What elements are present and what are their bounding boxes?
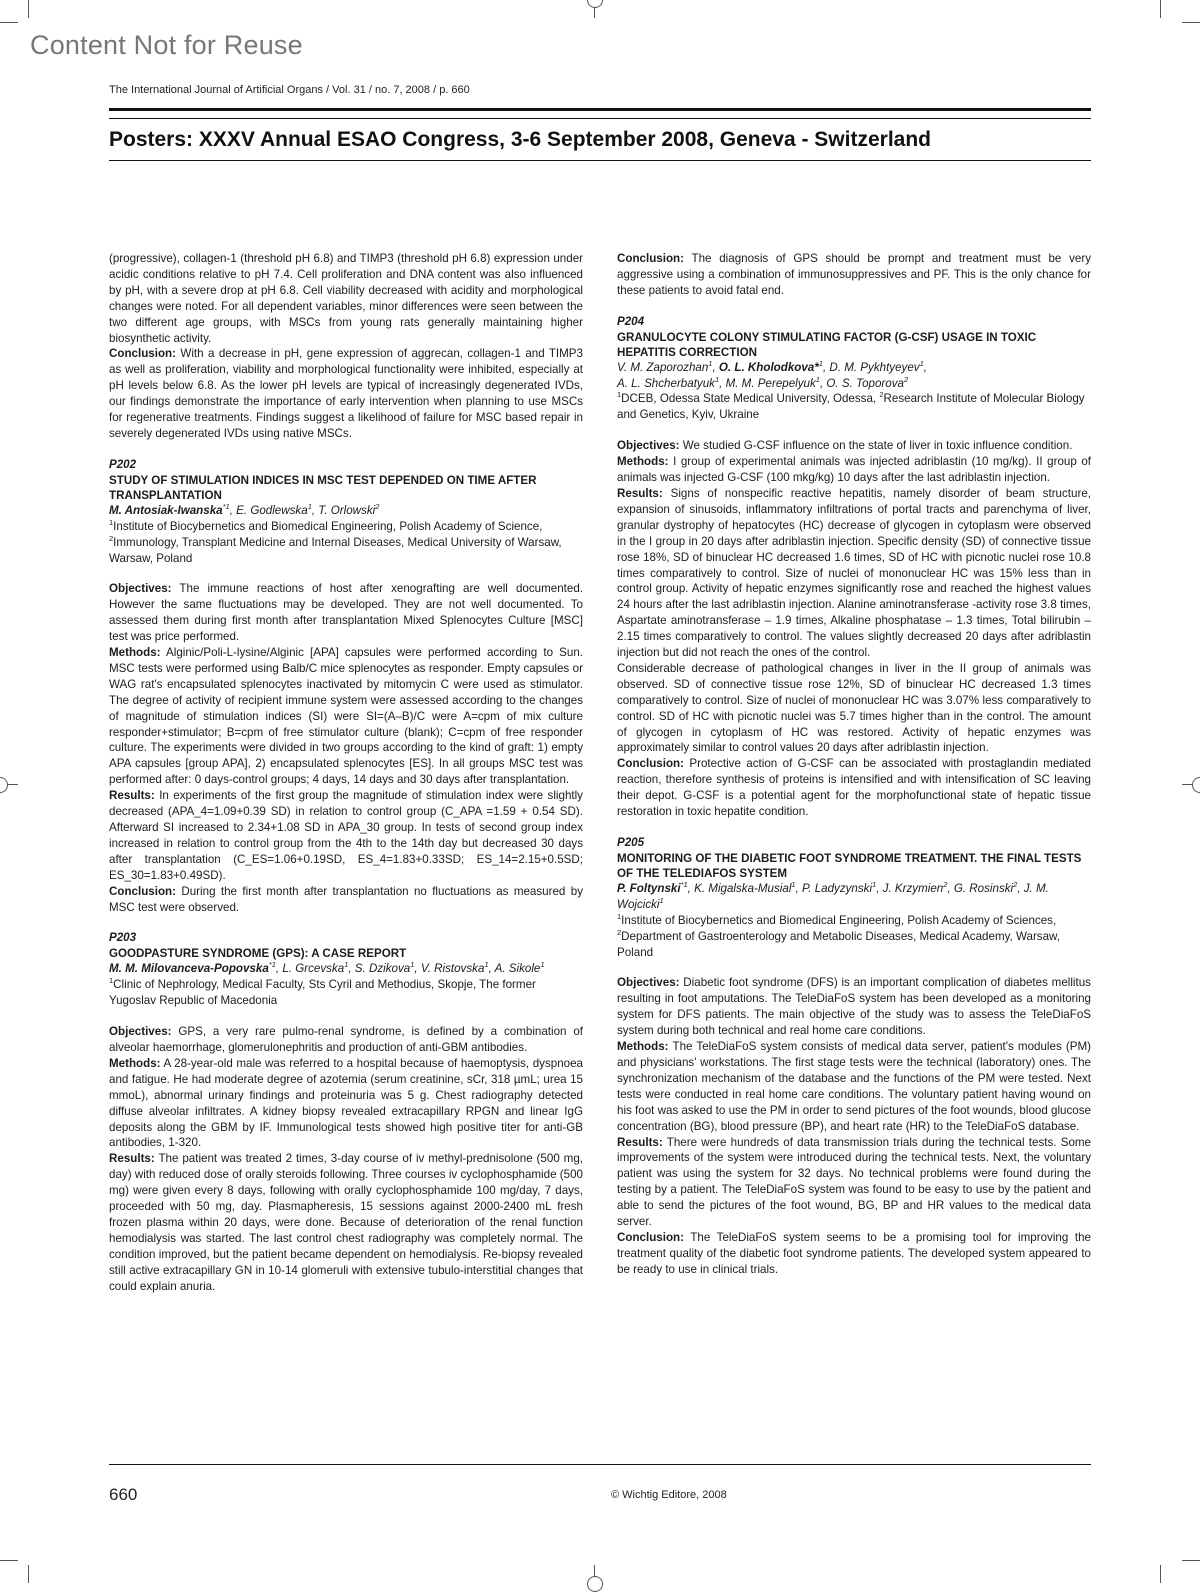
abstract-title: STUDY OF STIMULATION INDICES IN MSC TEST DEPENDED ON TIME AFTER TRANSPLANTATION [109,473,537,502]
methods-section: Methods: I group of experimental animals was injected adriblastin (10 mg/kg). II group of animals was injected G-CSF (100 mkg/kg) 10 days after the last adriblastin injection. [617,455,1091,485]
abstract-id: P204 [617,314,645,328]
objectives-section: Objectives: We studied G-CSF influence on the state of liver in toxic influence condition. [617,439,1073,453]
affiliation: $^1$Institute of Biocybernetics and Biomedical Engineering, Polish Academy of Sciences, $^2$Department of Gastroenterology and Metabolic Diseases, Medical Academy, Warsaw, Poland [617,911,1061,959]
abstract-title: GOODPASTURE SYNDROME (GPS): A CASE REPORT [109,947,407,961]
author-list: M. M. Milovanceva-Popovska$^{*1}$, L. Grcevska$^1$, S. Dzikova$^1$, V. Ristovska$^1$, A. Sikole$^1$ [109,960,545,976]
registration-mark [587,0,603,8]
right-column [617,251,1091,1278]
footer-rule [109,1464,1091,1465]
methods-section: Methods: A 28-year-old male was referred to a hospital because of haemoptysis, dyspnoea and fatigue. He had moderate degree of azotemia (serum creatinine, sCr, 318 µmL; urea 15 mmoL), abnormal urinary findings and proteinuria was 5 g. Chest radiography detected diffuse alveolar infiltrates. A kidney biopsy revealed extracapillary RPGN and linear IgG deposits along the GBM by IF. Immunological tests showed high positive titer for anti-GB antibodies, 1-320. [109,1056,583,1150]
conclusion-section: Conclusion: During the first month after transplantation no fluctuations as measured by MSC test were observed. [109,884,583,914]
header-rule [109,118,1091,119]
header-rule [109,108,1091,111]
crop-mark [0,1560,18,1561]
abstract-title: GRANULOCYTE COLONY STIMULATING FACTOR (G-CSF) USAGE IN TOXIC HEPATITIS CORRECTION [617,330,1037,359]
objectives-section: Objectives: GPS, a very rare pulmo-renal syndrome, is defined by a combination of alveolar haemorrhage, glomerulonephritis and production of anti-GBM antibodies. [109,1025,583,1054]
page-title: Posters: XXXV Annual ESAO Congress, 3-6 September 2008, Geneva - Switzerland [109,128,931,151]
abstract-continued-text: (progressive), collagen-1 (threshold pH 6.8) and TIMP3 (threshold pH 6.8) expression under acidic conditions relative to pH 7.4. Cell proliferation and DNA content was also influenced by pH, with a severe drop at pH 6.8. Cell viability decreased with acidity and morphological changes were noted. For all dependent variables, minor differences were seen between the two different age groups, with MSCs from young rats generally maintaining higher biosynthetic activity. [109,252,583,345]
results-section: Results: In experiments of the first group the magnitude of stimulation index were slightly decreased (APA_4=1.09+0.39 SD) in relation to control group (C_APA =1.59 + 0.54 SD). Afterward SI increased to 2.34+1.08 SD in APA_30 group. In tests of second group index increased in relation to control group from the 4th to the 14th day but decreased 30 days after transplantation (C_ES=1.06+0.19SD, ES_4=1.83+0.33SD; ES_14=2.15+0.5SD; ES_30=1.83+0.49SD). [109,789,583,882]
crop-mark [1160,1565,1161,1583]
crop-mark [1160,0,1161,18]
affiliation: $^1$Institute of Biocybernetics and Biomedical Engineering, Polish Academy of Science, $^2$Immunology, Transplant Medicine and Internal Diseases, Medical University of Warsaw, Warsaw, Poland [109,517,562,565]
objectives-section: Objectives: The immune reactions of host after xenografting are well documented. However the same fluctuations may be developed. They are not well documented. To assessed them during first month after transplantation Mixed Splenocytes Culture [MSC] test was price performed. [109,582,583,644]
conclusion-text: With a decrease in pH, gene expression of aggrecan, collagen-1 and TIMP3 as well as proliferation, viability and morphological functionality were inhibited, especially at pH levels below 6.8. As the lower pH levels are typical of increasingly degenerated IVDs, our findings demonstrate the importance of early intervention when planning to use MSCs for regenerative treatments. Findings suggest a likelihood of failure for MSC based repair in severely degenerated IVDs using native MSCs. [109,347,583,440]
conclusion-label: Conclusion: [109,347,176,361]
abstract-conclusion [109,346,583,441]
copyright: © Wichtig Editore, 2008 [611,1489,727,1501]
abstract-title: MONITORING OF THE DIABETIC FOOT SYNDROME TREATMENT. THE FINAL TESTS OF THE TELEDIAFOS SYSTEM [617,851,1082,880]
left-column [109,251,583,1294]
author-list: M. Antosiak-Iwanska$^{*1}$, E. Godlewska$^1$, T. Orlowski$^2$ [109,501,380,517]
author-list: P. Foltynski$^{*1}$, K. Migalska-Musial$^1$, P. Ladyzynski$^1$, J. Krzymien$^2$, G. Rosinski$^2$, J. M. Wojcicki$^1$ [617,880,1049,911]
title-rule [109,160,1091,161]
methods-section: Methods: The TeleDiaFoS system consists of medical data server, patient's modules (PM) and physicians' workstations. The first stage tests were the technical (laboratory) ones. The synchronization mechanism of the database and the functions of the PM were tested. Next tests were conducted in real home care conditions. The voluntary patient having wound on his foot was asked to use the PM in order to send pictures of the foot wounds, blood glucose concentration (BG), blood pressure (BP), and heart rate (HR) to the TeleDiaFoS database. [617,1040,1092,1133]
page-number: 660 [109,1485,138,1504]
crop-mark [1182,1560,1200,1561]
watermark: Content Not for Reuse [30,30,303,60]
registration-mark [587,1576,603,1592]
objectives-section: Objectives: Diabetic foot syndrome (DFS) is an important complication of diabetes mellitus resulting in foot amputations. The TeleDiaFoS system has been developed as a monitoring system for DFS patients. The main objective of the study was to assess the TeleDiaFoS system during both technical and real home care conditions. [617,976,1091,1038]
abstract-id: P202 [109,457,137,471]
abstract-id: P203 [109,931,137,945]
conclusion-section: Conclusion: The TeleDiaFoS system seems to be a promising tool for improving the treatment quality of the diabetic foot syndrome patients. The developed system appeared to be ready to use in clinical trials. [617,1230,1091,1276]
abstract-id: P205 [617,836,645,849]
conclusion-section: Conclusion: The diagnosis of GPS should be prompt and treatment must be very aggressive using a combination of immunosuppressives and PF. This is the only chance for these patients to avoid fatal end. [617,252,1092,297]
methods-section: Methods: Alginic/Poli-L-lysine/Alginic [APA] capsules were performed according to Sun. MSC tests were performed using Balb/C mice splenocytes as responder. Empty capsules or WAG rat's encapsulated splenocytes inactivated by mitomycin C were used as stimulator. The degree of activity of recipient immune system were assessed according to the changes of magnitude of stimulation indices (SI) were SI=(A–B)/C were A=cpm of mix culture responder+stimulator; B=cpm of free stimulator culture (blank); C=cpm of free responder culture. The experiments were divided in two groups according to the kind of graft: 1) empty APA capsules [group APA], 2) encapsulated splenocytes [ES]. In all groups MSC test was performed after: 0 days-control groups; 4 days, 14 days and 30 days after transplantation. [109,646,583,787]
affiliation: $^1$Clinic of Nephrology, Medical Faculty, Sts Cyril and Methodius, Skopje, The former Yugoslav Republic of Macedonia [109,976,536,1008]
crop-mark [1182,22,1200,23]
results-section: Results: There were hundreds of data transmission trials during the technical tests. Some improvements of the system were introduced during the technical tests. Next, the voluntary patient was using the system for 32 days. No technical problems were found during the testing by a patient. The TeleDiaFoS system was found to be easy to use by the patient and able to send the pictures of the foot wound, BG, BP and HR values to the medical data server. [617,1135,1091,1229]
results-section: Results: The patient was treated 2 times, 3-day course of iv methyl-prednisolone (500 mg, day) with reduced dose of orally steroids following. Three courses iv cyclophosphamide (500 mg) were given every 8 days, following with orally cyclophosphamide 100 mg/day, 7 days, proceeded with 50 mg, day. Plasmapheresis, 15 sessions against 2000-2400 mL fresh frozen plasma within 20 days, were done. Because of deterioration of the renal function hemodialysis was started. The last control chest radiography was completely normal. The condition improved, but the patient became dependent on hemodialysis. Re-biopsy revealed still active extracapillary GN in 10-14 glomeruli with extensive tubulo-interstitial changes that could explain anuria. [109,1152,583,1293]
registration-mark [1192,777,1200,793]
crop-mark [0,22,18,23]
journal-citation: The International Journal of Artificial Organs / Vol. 31 / no. 7, 2008 / p. 660 [109,84,470,96]
results-continued: Considerable decrease of pathological changes in liver in the II group of animals was observed. SD of connective tissue rose 12%, SD of binuclear HC decreased 1.3 times comparatively to control. Size of nuclei of mononuclear HC was 3.07% less comparatively to control. SD of HC with picnotic nuclei was 5.7 times higher than in the control. The amount of glycogen in cytoplasm of HC was restored. Activity of hepatic enzymes was approximately similar to control values 20 days after adriblastin injection. [617,661,1091,755]
affiliation: $^1$DCEB, Odessa State Medical University, Odessa, $^2$Research Institute of Molecular Biology and Genetics, Kyiv, Ukraine [617,390,1085,422]
registration-mark [0,777,8,793]
author-list: V. M. Zaporozhan$^1$, O. L. Kholodkova*$^1$, D. M. Pykhtyeyev$^1$, A. L. Shcherbatyuk$^1$, M. M. Perepelyuk$^1$, O. S. Toporova$^2$ [617,358,927,390]
conclusion-section: Conclusion: Protective action of G-CSF can be associated with prostaglandin mediated reaction, therefore synthesis of proteins is intensified and with intensification of SC leaving their depot. G-CSF is a potential agent for the morphofunctional state of hepatic tissue restoration in toxic hepatite condition. [617,757,1091,819]
crop-mark [28,0,29,18]
results-section: Results: Signs of nonspecific reactive hepatitis, namely disorder of beam structure, expansion of sinusoids, inflammatory infiltrations of portal tracts and parenchyma of liver, granular dystrophy of hepatocytes (HC) decrease of glycogen in cytoplasm were observed in the I group in 20 days after adriblastin injection. Specific density (SD) of connective tissue rose 18%, SD of binuclear HC decreased 1.6 times, SD of HC with picnotic nuclei rose 10.8 times comparatively to control. Size of nuclei of mononuclear HC was 15% less than in control group. Activity of hepatic enzymes significantly rose and reached the highest values 24 hours after the last adriblastin injection. Alanine aminotransferase -activity rose 3.8 times, Aspartate aminotransferase – 1.9 times, Alkaline phosphatase – 1.3 times, Total bilirubin – 2.15 times comparatively to control. The values slightly decreased 20 days after adriblastin injection but did not reach the ones of the control. [617,486,1091,660]
crop-mark [28,1565,29,1583]
